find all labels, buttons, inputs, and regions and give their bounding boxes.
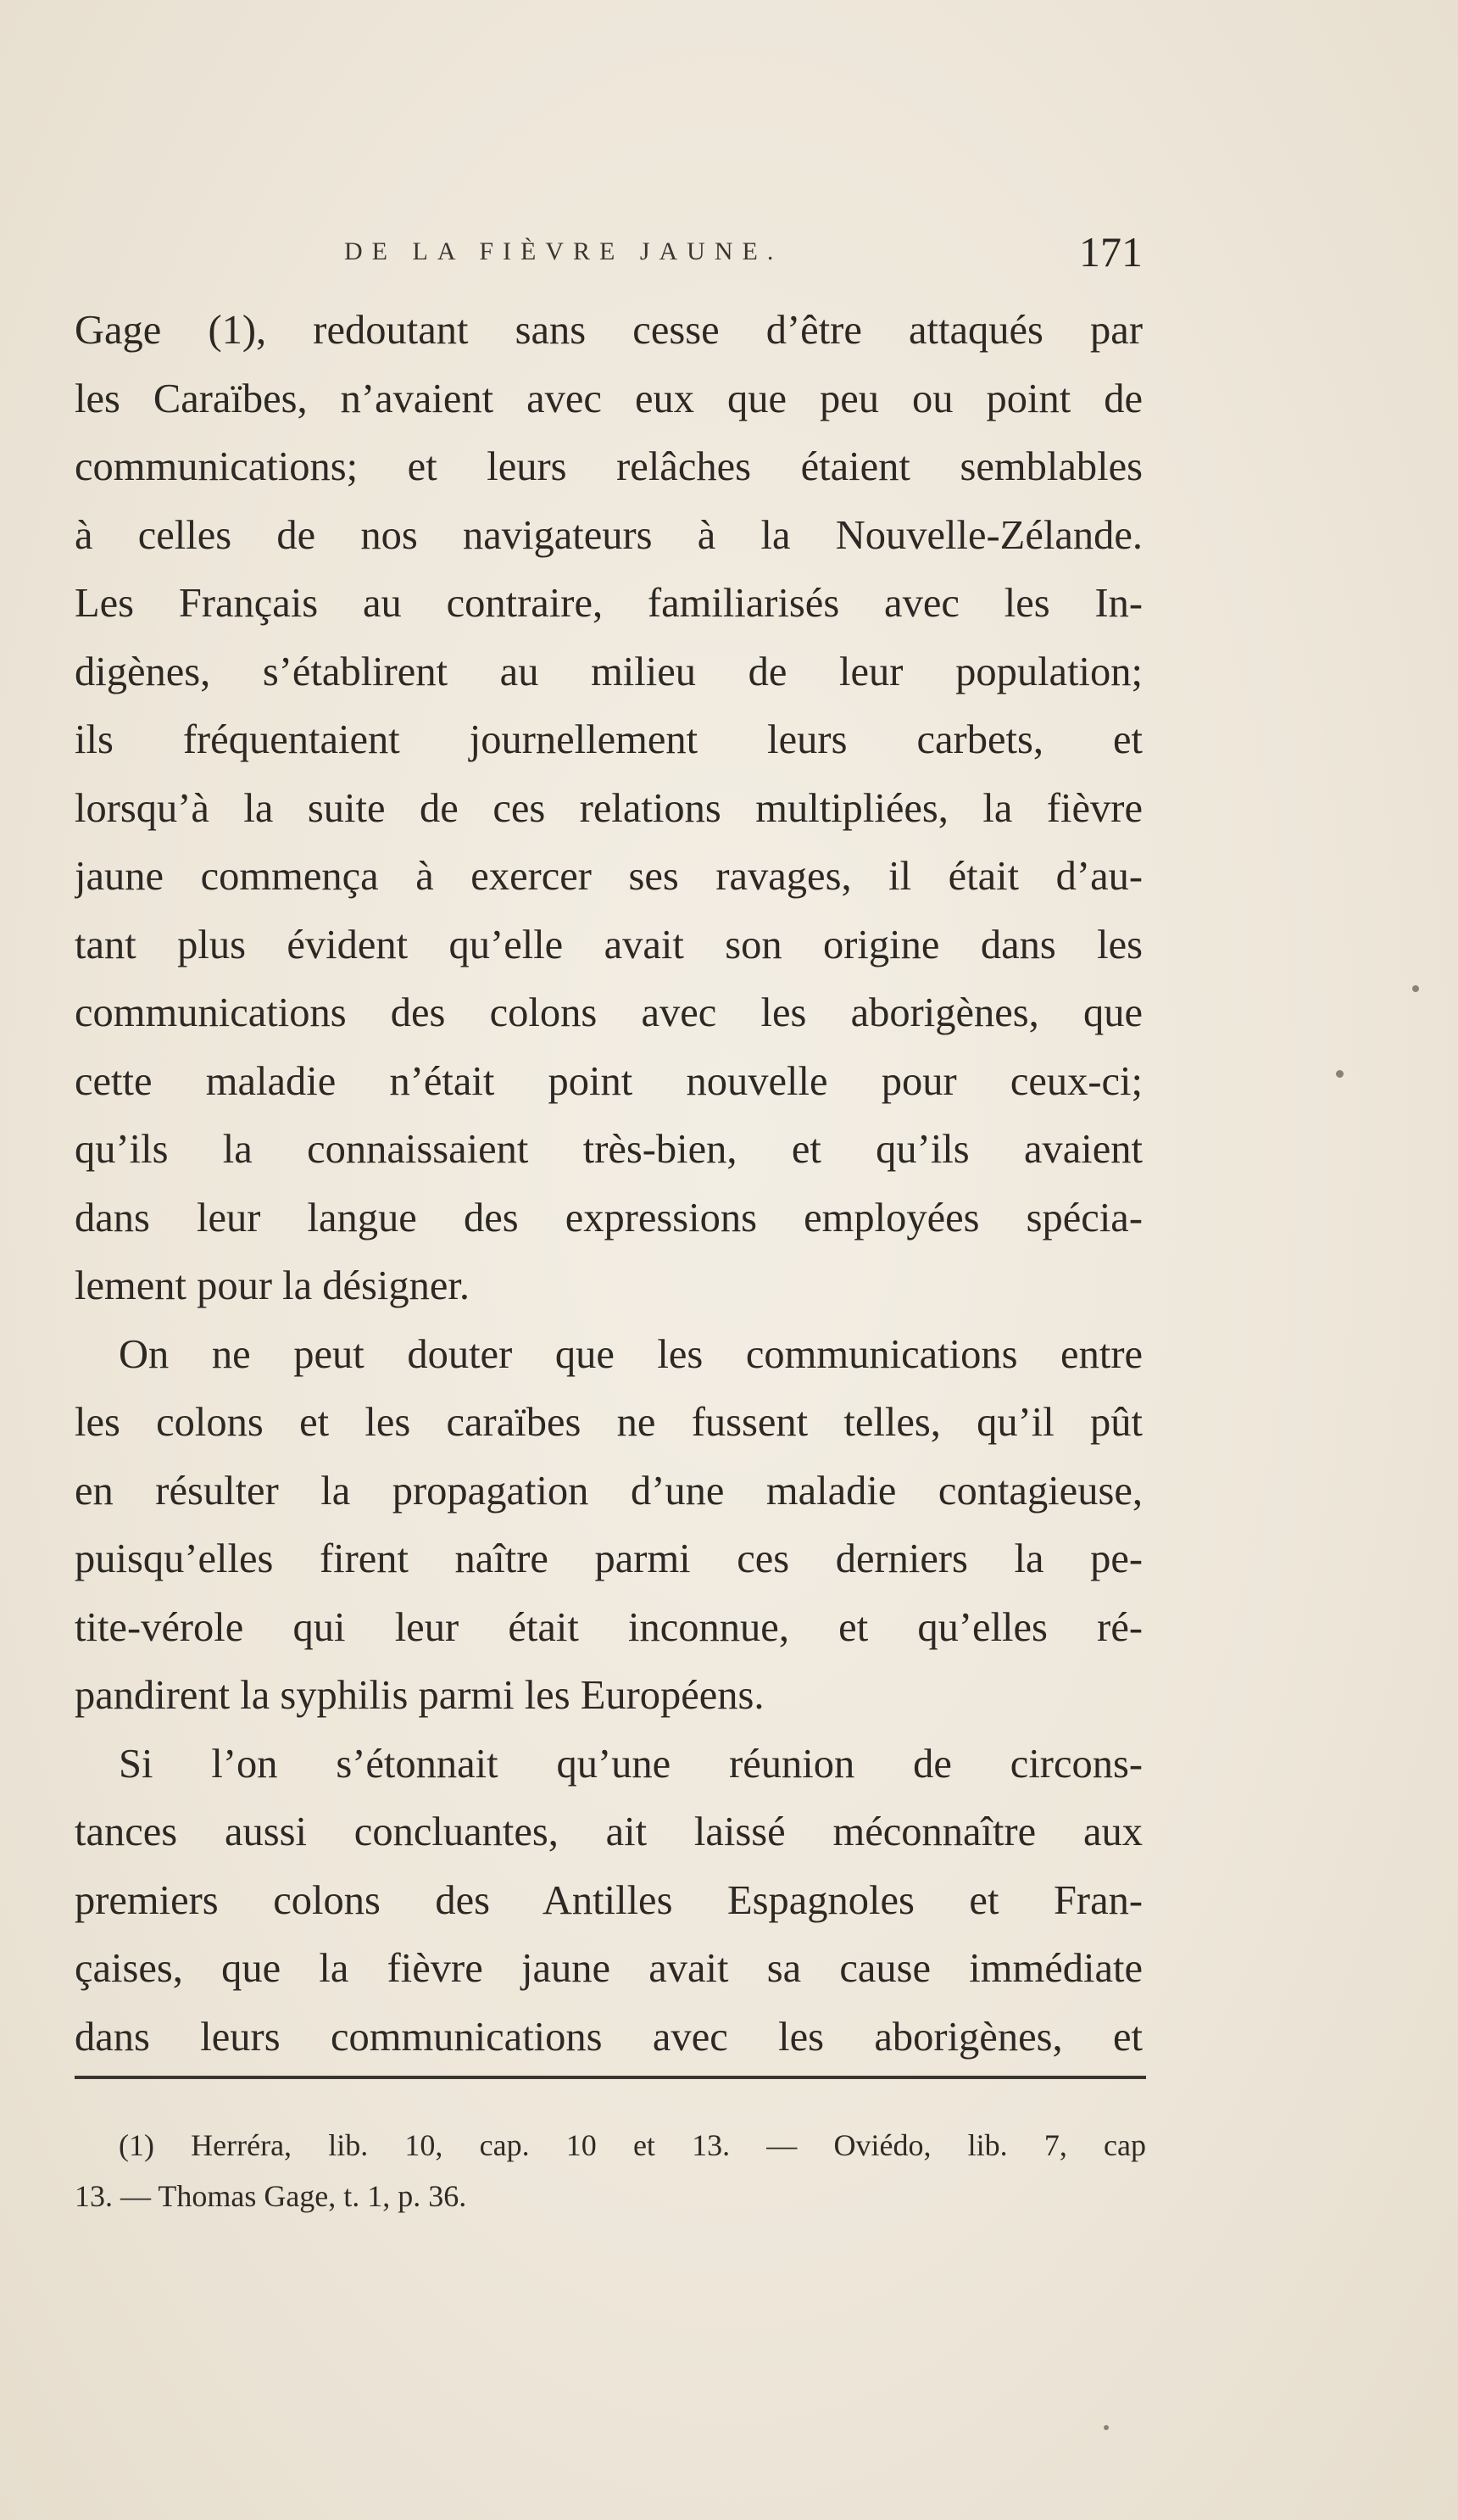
text-line: dans leur langue des expressions employées spécia- [75,1195,1143,1240]
text-line: jaune commença à exercer ses ravages, il était d’au- [75,854,1143,899]
text-line: On ne peut douter que les communications entre [119,1331,1143,1377]
text-line: puisqu’elles firent naître parmi ces derniers la pe- [75,1536,1143,1581]
running-head [75,227,1143,278]
text-line: lorsqu’à la suite de ces relations multipliées, la fièvre [75,785,1143,831]
text-line: tant plus évident qu’elle avait son origine dans les [75,922,1143,967]
running-title: DE LA FIÈVRE JAUNE. [344,237,783,265]
text-line: çaises, que la fièvre jaune avait sa cause immédiate [75,1946,1143,1991]
text-line: pandirent la syphilis parmi les Européens. [75,1673,765,1718]
paper-speck [1104,2425,1109,2430]
paper-speck [1336,1070,1344,1078]
text-line: tite-vérole qui leur était inconnue, et qu’elles ré- [75,1604,1143,1650]
text-line: tances aussi concluantes, ait laissé méconnaître aux [75,1809,1143,1854]
text-line: communications des colons avec les aborigènes, que [75,990,1143,1035]
text-line: Les Français au contraire, familiarisés avec les In- [75,581,1143,626]
text-line: premiers colons des Antilles Espagnoles et Fran- [75,1877,1143,1923]
footnote-rule [75,2076,1146,2079]
footnote [75,2120,1146,2222]
text-line: en résulter la propagation d’une maladie contagieuse, [75,1468,1143,1514]
body-text [75,297,1143,2071]
paper-speck [1412,985,1419,992]
text-line: cette maladie n’était point nouvelle pour ceux-ci; [75,1058,1143,1104]
footnote-line: 13. — Thomas Gage, t. 1, p. 36. [75,2179,467,2213]
text-line: les colons et les caraïbes ne fussent telles, qu’il pût [75,1400,1143,1445]
text-line: les Caraïbes, n’avaient avec eux que peu ou point de [75,376,1143,421]
text-line: digènes, s’établirent au milieu de leur population; [75,649,1143,694]
footnote-line: (1) Herréra, lib. 10, cap. 10 et 13. — Oviédo, lib. 7, cap [119,2128,1146,2162]
text-line: à celles de nos navigateurs à la Nouvelle-Zélande. [75,512,1143,558]
page-number: 171 [1079,228,1143,276]
text-line: ils fréquentaient journellement leurs carbets, et [75,717,1143,762]
text-line: Gage (1), redoutant sans cesse d’être attaqués par [75,308,1143,353]
text-line: qu’ils la connaissaient très-bien, et qu’ils avaient [75,1127,1143,1172]
text-line: Si l’on s’étonnait qu’une réunion de circons- [119,1741,1143,1787]
text-line: dans leurs communications avec les aborigènes, et [75,2014,1143,2060]
text-line: lement pour la désigner. [75,1263,470,1308]
text-line: communications; et leurs relâches étaient semblables [75,444,1143,489]
